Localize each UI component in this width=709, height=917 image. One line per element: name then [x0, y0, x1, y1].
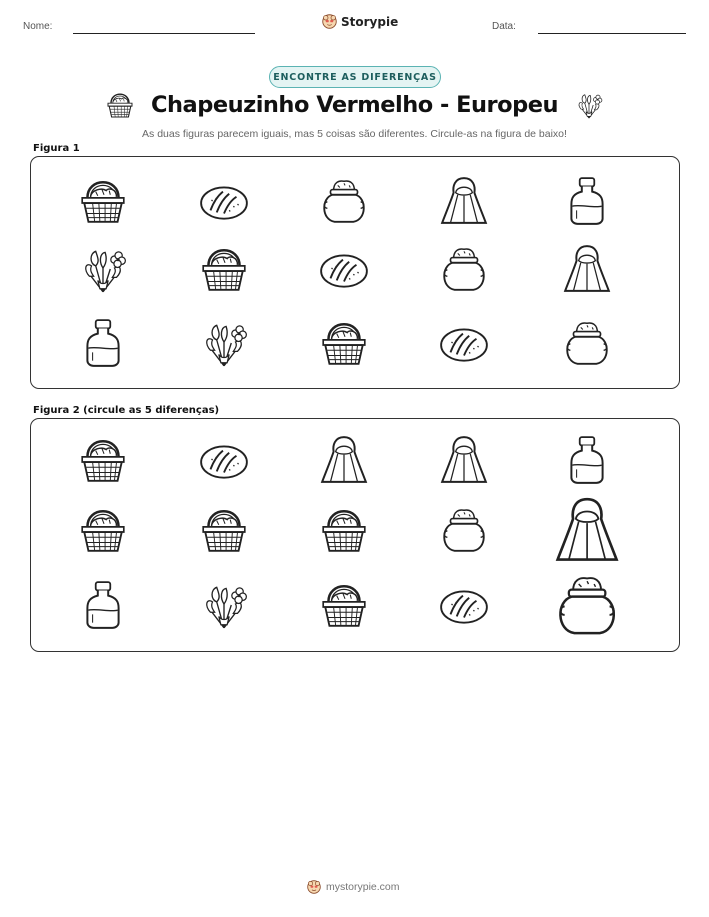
pot-icon — [318, 175, 370, 227]
pot-icon — [561, 317, 613, 369]
instructions: As duas figuras parecem iguais, mas 5 coisas são diferentes. Circule-as na figura de baixo! — [142, 128, 567, 140]
basket-icon[interactable] — [318, 579, 370, 631]
name-line[interactable] — [73, 33, 255, 34]
bread-icon[interactable] — [198, 434, 250, 486]
pot-icon — [438, 243, 490, 295]
bread-icon — [198, 175, 250, 227]
name-label: Nome: — [23, 21, 53, 32]
basket-icon — [105, 90, 135, 120]
page-title: Chapeuzinho Vermelho - Europeu — [151, 92, 558, 118]
storypie-logo-icon — [307, 880, 321, 894]
cloak-icon[interactable] — [552, 495, 622, 565]
bread-icon[interactable] — [438, 579, 490, 631]
bread-icon — [318, 243, 370, 295]
figure2-label: Figura 2 (circule as 5 diferenças) — [33, 405, 220, 416]
basket-icon[interactable] — [318, 504, 370, 556]
pot-icon[interactable] — [438, 504, 490, 556]
pot-icon[interactable] — [552, 570, 622, 640]
bread-icon — [438, 317, 490, 369]
jar-icon[interactable] — [77, 579, 129, 631]
basket-icon[interactable] — [77, 504, 129, 556]
figure1-label: Figura 1 — [33, 143, 80, 154]
basket-icon[interactable] — [198, 504, 250, 556]
title-row — [0, 90, 709, 120]
badge-text: ENCONTRE AS DIFERENÇAS — [273, 71, 437, 83]
basket-icon — [77, 175, 129, 227]
figure1-panel — [30, 156, 680, 389]
jar-icon — [77, 317, 129, 369]
figure2-panel[interactable] — [30, 418, 680, 652]
cloak-icon[interactable] — [318, 434, 370, 486]
cloak-icon[interactable] — [438, 434, 490, 486]
cloak-icon — [561, 243, 613, 295]
brand-name: Storypie — [341, 14, 399, 29]
basket-icon[interactable] — [77, 434, 129, 486]
date-line[interactable] — [538, 33, 686, 34]
basket-icon — [318, 317, 370, 369]
flowers-icon — [198, 317, 250, 369]
cloak-icon — [438, 175, 490, 227]
footer — [307, 880, 400, 894]
date-label: Data: — [492, 21, 516, 32]
flowers-icon[interactable] — [198, 579, 250, 631]
flowers-icon — [574, 90, 604, 120]
basket-icon — [198, 243, 250, 295]
jar-icon[interactable] — [561, 434, 613, 486]
jar-icon — [561, 175, 613, 227]
worksheet-type-badge — [269, 66, 441, 88]
storypie-logo-icon — [322, 14, 337, 29]
brand — [322, 14, 398, 29]
footer-url: mystorypie.com — [326, 881, 400, 893]
flowers-icon — [77, 243, 129, 295]
